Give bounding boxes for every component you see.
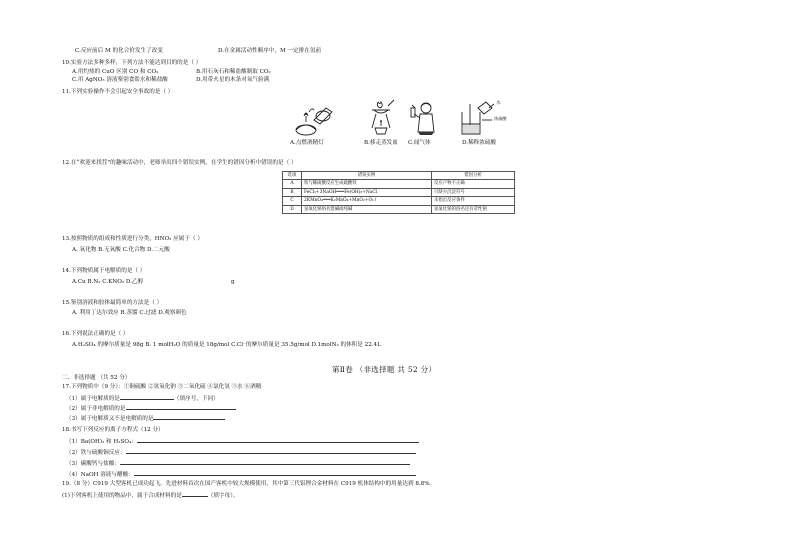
q13-options: A. 氧化物 B.无氧酸 C.化合物 D.二元酸 (72, 247, 170, 253)
answer-blank[interactable] (126, 404, 236, 410)
q9-option-c: C.反应前后 M 的化合价发生了改变 (75, 48, 163, 54)
q14-stray-mark: g (231, 279, 235, 285)
q18-sub1-label: （1）Ba(OH)₂ 和 H₂SO₄： (66, 439, 137, 445)
table-header-cell: 错因分析 (432, 172, 515, 180)
table-cell: A (283, 180, 302, 188)
table-cell: 氢氧化钠俗名烧碱或纯碱 (302, 205, 432, 213)
table-cell: 铁与稀硫酸反应生成硫酸铁 (302, 180, 432, 188)
table-header-cell: 错误实例 (302, 172, 432, 180)
q16-stem: 16.下列说法正确的是（ ） (62, 331, 129, 337)
table-header-cell: 选项 (283, 172, 302, 180)
q18-sub3 (66, 459, 410, 468)
q10-option-d: D.用带火星的木条对氧气验满 (196, 77, 270, 83)
q19-sub1 (62, 491, 239, 500)
q12-stem: 12.在“欢迎来找茬”的趣味活动中，老师举出四个错误实例，在学生的错因分析中错误的是（ ） (62, 160, 297, 166)
answer-blank[interactable] (126, 448, 416, 454)
q17-sub3 (66, 414, 225, 423)
q10-option-a: A.用灼热的 CuO 区别 CO 和 CO₂ (72, 69, 159, 75)
q14-stem: 14.下列物质属于电解质的是（ ） (62, 268, 146, 274)
q17-sub2-label: （2）属于非电解质的是 (66, 406, 126, 412)
table-row (283, 180, 515, 188)
q16-options: A.H₂SO₄ 的摩尔质量是 98g B. 1 molH₂O 的质量是 18g/mol C.Cl⁻的摩尔质量是 35.5g/mol D.1molN₂ 的体积是 22.4L (72, 342, 381, 348)
q18-sub1 (66, 437, 419, 446)
table-row (283, 205, 515, 213)
answer-blank[interactable] (120, 394, 174, 400)
q11-caption-c: C.闻气体 (408, 140, 431, 146)
q11-caption-d: D.稀释浓硫酸 (462, 140, 497, 146)
answer-blank[interactable] (137, 437, 419, 443)
acid-label: 浓硫酸 (494, 116, 507, 121)
q19-stem: 19.（8 分）C919 大型客机已成功起飞。先进材料首次在国产客机中较大规模使用，其中第三代铝锂合金材料在 C919 机体结构中的用量达到 8.8%。 (62, 481, 436, 487)
q18-sub2 (66, 448, 416, 457)
q15-options: A. 利用丁达尔效应 B.蒸馏 C.过滤 D.观察颜色 (72, 310, 187, 316)
water-label: 水 (496, 101, 501, 106)
smelling-gas-illustration (410, 100, 438, 138)
q9-option-d: D.在金属活动性顺序中，M 一定排在氢前 (218, 48, 322, 54)
q17-stem: 17.下列物质中（9 分）：①铜硫酸 ②氢氧化钠 ③二氧化硫 ④氯化氢 ⑤水 ⑥酒精 (62, 384, 262, 390)
q19-sub1-label: (1)下列客机上使用的物品中，属于合成材料的是 (62, 493, 182, 499)
table-cell: B (283, 188, 302, 196)
table-cell: 反应产物不正确 (432, 180, 515, 188)
q12-table (282, 171, 515, 214)
table-cell: 2KMnO₄═══K₂MnO₄+MnO₂+O₂↑ (302, 197, 432, 205)
table-header-row (283, 172, 515, 180)
table-cell: 只缺少沉淀符号 (432, 188, 515, 196)
table-cell: FeCl₃+3NaOH═══Fe(OH)₃+NaCl (302, 188, 432, 196)
answer-blank[interactable] (153, 414, 225, 420)
table-row (283, 188, 515, 196)
q18-sub4-label: （4）NaOH 溶液与醋酸： (66, 472, 134, 478)
evaporating-dish-illustration (366, 98, 396, 138)
part2-heading: 二、非选择题 （共 52 分） (62, 375, 131, 381)
q17-sub2 (66, 404, 236, 413)
q17-sub1-label: （1）属于电解质的是 (66, 396, 120, 402)
q11-stem: 11.下列实验操作不会引起安全事故的是（ ） (62, 89, 174, 95)
q11-caption-a: A.点燃酒精灯 (290, 140, 324, 146)
q17-sub3-label: （3）属于电解质又不是电解质的是 (66, 416, 154, 422)
q10-stem: 10.实验方法多种多样，下列方法不能达到目的的是（ ） (62, 60, 202, 66)
lighting-lamp-illustration (292, 100, 336, 138)
table-cell: C (283, 197, 302, 205)
q18-sub2-label: （2）铁与硫酸铜反应： (66, 450, 126, 456)
q13-stem: 13.按照物质的组成和性质进行分类，HNO₃ 应属于（ ） (62, 236, 203, 242)
answer-blank[interactable] (182, 491, 208, 497)
q17-sub1 (66, 394, 219, 403)
q10-option-b: B.用石灰石和稀盐酸制取 CO₂ (196, 69, 271, 75)
answer-blank[interactable] (134, 470, 416, 476)
q15-stem: 15.鉴别溶液和胶体最简单的方法是（ ） (62, 300, 163, 306)
q14-options: A.Cu B.N₂ C.KNO₃ D.乙醇 (72, 279, 144, 285)
q17-sub1-note: （填序号，下同） (173, 396, 219, 402)
q19-sub1-note: （填字母）。 (207, 493, 239, 499)
q18-sub3-label: （3）碳酸钙与盐酸： (66, 461, 120, 467)
q18-sub4 (66, 470, 416, 479)
part2-banner: 第Ⅱ卷 （非选择题 共 52 分） (332, 365, 437, 374)
q11-caption-b: B.移走蒸发皿 (364, 140, 398, 146)
table-cell: 未指出反应条件 (432, 197, 515, 205)
answer-blank[interactable] (120, 459, 410, 465)
q10-option-c: C.用 AgNO₃ 溶液鉴别食盐水和稀盐酸 (72, 77, 168, 83)
q18-stem: 18.书写下列反应的离子方程式（12 分） (62, 427, 164, 433)
table-row (283, 197, 515, 205)
table-cell: 氢氧化钠的俗名还有苛性钠 (432, 205, 515, 213)
table-cell: D (283, 205, 302, 213)
